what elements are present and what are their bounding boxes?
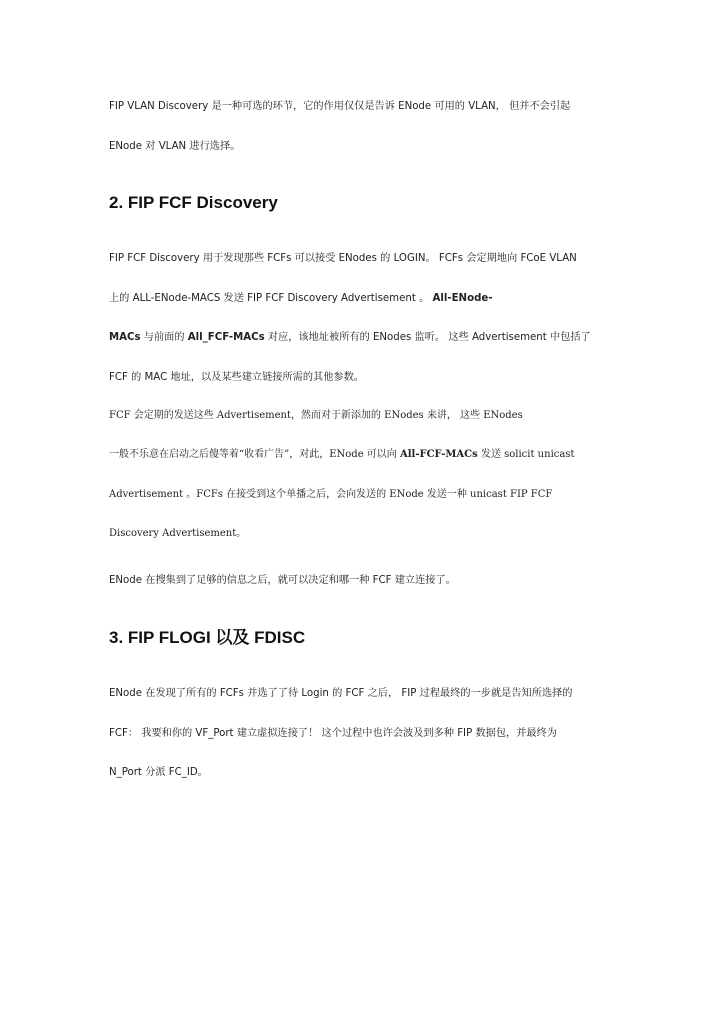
section-2-p1-line-3 xyxy=(109,331,629,345)
section-2-p2-line-2 xyxy=(109,448,629,462)
bold-term: All-FCF-MACs xyxy=(399,449,478,460)
section-2-p1-line-4: FCF 的 MAC 地址，以及某些建立链接所需的其他参数。 xyxy=(109,372,364,383)
section-2-p1-line-1: FIP FCF Discovery 用于发现那些 FCFs 可以接受 ENodes 的 LOGIN。 FCFs 会定期地向 FCoE VLAN xyxy=(109,253,577,264)
section-3-p1-line-2: FCF： 我要和你的 VF_Port 建立虚拟连接了！ 这个过程中也许会波及到多种 FIP 数据包，并最终为 xyxy=(109,728,557,739)
section-2-p1-line-2 xyxy=(109,292,629,306)
section-2-heading: 2. FIP FCF Discovery xyxy=(109,193,278,212)
text-run: 上的 ALL-ENode-MACS 发送 FIP FCF Discovery Advertisement 。 xyxy=(109,293,433,304)
section-3-heading: 3. FIP FLOGI 以及 FDISC xyxy=(109,628,306,647)
text-run: 发送 solicit unicast xyxy=(477,449,575,460)
text-run: 一般不乐意在启动之后傻等着“收看广告”，对此，ENode 可以向 xyxy=(109,449,400,460)
text-run: 与前面的 xyxy=(140,332,188,343)
section-3-p1-line-1: ENode 在发现了所有的 FCFs 并选了了待 Login 的 FCF 之后， FIP 过程最终的一步就是告知所选择的 xyxy=(109,688,573,699)
bold-term: MACs xyxy=(109,332,141,343)
intro-line-1: FIP VLAN Discovery 是一种可选的环节，它的作用仅仅是告诉 ENode 可用的 VLAN， 但并不会引起 xyxy=(109,101,571,112)
section-2-p3-line-1: ENode 在搜集到了足够的信息之后，就可以决定和哪一种 FCF 建立连接了。 xyxy=(109,575,456,586)
text-run: 对应，该地址被所有的 ENodes 监听。 这些 Advertisement 中包括了 xyxy=(264,332,591,343)
bold-term: All-ENode- xyxy=(432,293,493,304)
section-2-p2-line-1: FCF 会定期的发送这些 Advertisement，然而对于新添加的 ENodes 来讲， 这些 ENodes xyxy=(109,410,523,421)
bold-term: All_FCF-MACs xyxy=(187,332,265,343)
section-2-p2-line-3: Advertisement 。FCFs 在接受到这个单播之后，会向发送的 ENode 发送一种 unicast FIP FCF xyxy=(109,489,553,500)
section-3-p1-line-3: N_Port 分派 FC_ID。 xyxy=(109,767,208,778)
intro-line-2: ENode 对 VLAN 进行选择。 xyxy=(109,141,241,152)
section-2-p2-line-4: Discovery Advertisement。 xyxy=(109,528,247,539)
